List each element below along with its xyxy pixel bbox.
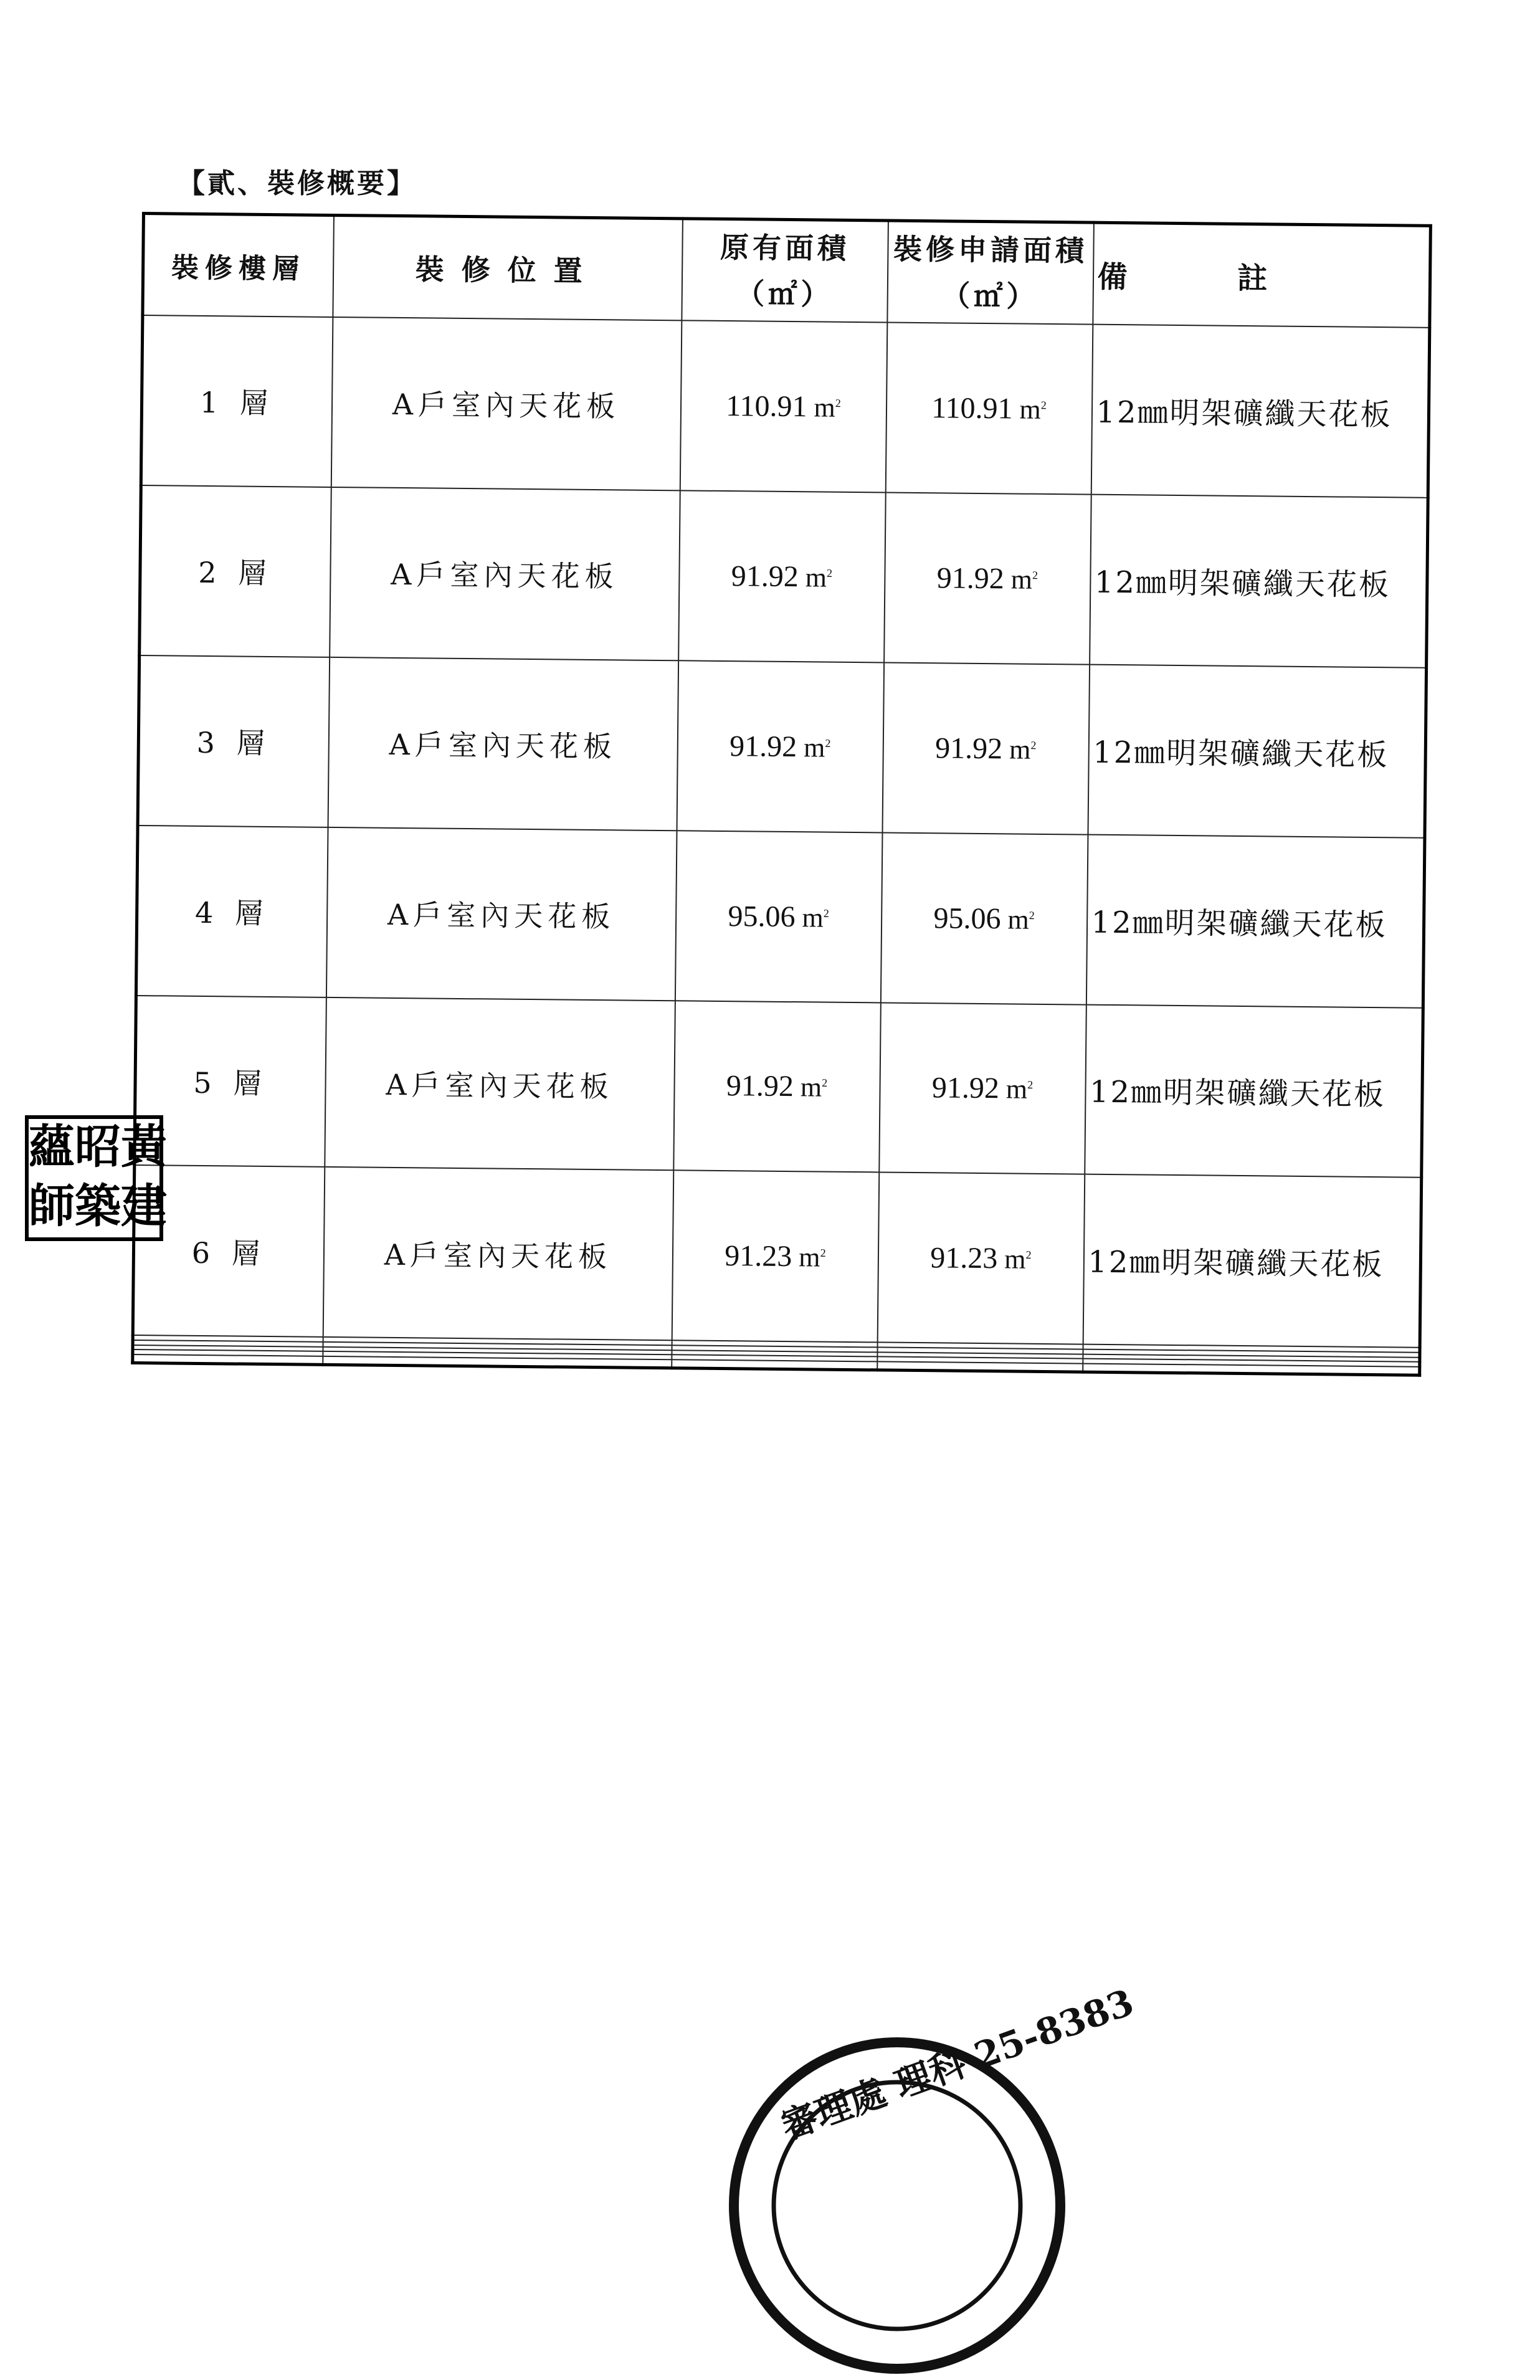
header-note: 備 註 (1093, 222, 1431, 328)
seal-glyph: 師 (29, 1179, 75, 1233)
original-area-cell (678, 490, 886, 662)
location-cell: A戶室內天花板 (323, 1167, 673, 1340)
applied-area-cell (880, 832, 1088, 1004)
location-cell: A戶室內天花板 (326, 827, 677, 1001)
area-unit: $m^2$ (1005, 1073, 1034, 1105)
office-stamp (723, 1981, 1139, 2380)
area-unit: $m^2$ (814, 392, 841, 423)
area-unit: $m^2$ (1009, 734, 1037, 765)
empty-cell (877, 1361, 1083, 1372)
area-value: 91.92 (934, 731, 1003, 765)
area-unit: $m^2$ (802, 902, 829, 933)
seal-glyph: 蘊 (29, 1120, 75, 1174)
seal-glyph: 黃 (121, 1120, 167, 1174)
area-unit: $m^2$ (803, 731, 831, 763)
applied-area-cell (885, 322, 1093, 494)
original-area-cell (680, 320, 887, 492)
applied-area-cell (877, 1173, 1085, 1345)
section-heading: 【貳、裝修概要】 (178, 168, 417, 199)
original-area-cell (677, 660, 884, 832)
area-unit: $m^2$ (799, 1242, 826, 1273)
header-location: 裝修位置 (333, 215, 683, 320)
area-value: 91.23 (930, 1241, 998, 1275)
location-cell: A戶室內天花板 (325, 997, 675, 1170)
empty-cell (672, 1359, 877, 1370)
note-cell: 12㎜明架礦纖天花板 (1085, 1004, 1424, 1178)
applied-area-cell (884, 492, 1091, 664)
floor-cell: 6 層 (133, 1165, 325, 1337)
floor-cell: 4 層 (136, 826, 328, 997)
location-cell: A戶室內天花板 (331, 317, 682, 490)
table-row (133, 1165, 1422, 1348)
table-row (136, 826, 1425, 1008)
empty-cell (133, 1354, 323, 1364)
location-cell: A戶室內天花板 (330, 487, 680, 660)
area-value: 91.92 (931, 1071, 1000, 1105)
area-unit: $m^2$ (805, 562, 833, 593)
area-value: 95.06 (933, 901, 1001, 935)
renovation-summary-table (131, 212, 1432, 1377)
original-area-cell (673, 1001, 881, 1173)
location-cell: A戶室內天花板 (328, 657, 678, 831)
area-unit: $m^2$ (1019, 394, 1047, 425)
area-unit: $m^2$ (800, 1072, 828, 1103)
area-value: 95.06 (728, 899, 796, 933)
area-unit: $m^2$ (1007, 903, 1035, 935)
original-area-cell (675, 831, 882, 1002)
header-original-area: 原有面積（㎡） (682, 219, 888, 323)
floor-cell: 5 層 (135, 995, 326, 1167)
note-cell: 12㎜明架礦纖天花板 (1083, 1174, 1422, 1348)
area-value: 110.91 (931, 391, 1013, 426)
area-unit: $m^2$ (1004, 1244, 1032, 1275)
svg-text:審理處 理科 25-8383: 審理處 理科 25-8383 (775, 1981, 1139, 2148)
floor-cell: 2 層 (140, 485, 331, 657)
architect-seal (25, 1115, 167, 1241)
note-cell: 12㎜明架礦纖天花板 (1091, 325, 1430, 498)
note-cell: 12㎜明架礦纖天花板 (1088, 664, 1427, 837)
seal-glyph: 昭 (75, 1120, 121, 1174)
area-value: 91.92 (726, 1069, 794, 1103)
applied-area-cell (882, 662, 1090, 834)
area-value: 91.92 (936, 561, 1005, 596)
table-row (141, 315, 1430, 498)
area-value: 110.91 (726, 389, 807, 424)
area-value: 91.92 (731, 559, 799, 593)
note-cell: 12㎜明架礦纖天花板 (1090, 495, 1428, 668)
header-applied-area: 裝修申請面積（㎡） (887, 221, 1094, 325)
table-row (135, 995, 1424, 1178)
seal-glyph: 建 (121, 1179, 167, 1233)
area-value: 91.92 (729, 729, 797, 763)
table-row (138, 655, 1427, 838)
area-value: 91.23 (725, 1239, 792, 1273)
area-unit: $m^2$ (1010, 564, 1039, 595)
renovation-table-wrapper (131, 212, 1429, 1377)
floor-cell: 1 層 (141, 315, 333, 487)
header-floor: 裝修樓層 (143, 214, 334, 317)
seal-glyph: 築 (75, 1179, 121, 1233)
original-area-cell (672, 1171, 879, 1343)
note-cell: 12㎜明架礦纖天花板 (1086, 834, 1425, 1007)
floor-cell: 3 層 (138, 655, 330, 827)
table-row (140, 485, 1428, 668)
table-header-row (143, 214, 1430, 328)
applied-area-cell (879, 1002, 1086, 1174)
